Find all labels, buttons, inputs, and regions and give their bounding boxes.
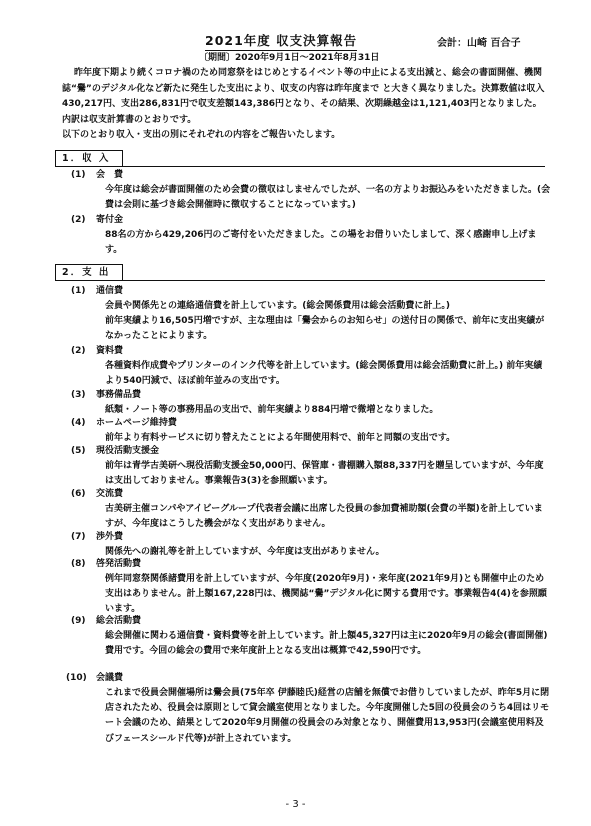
item-text: 関係先への謝礼等を計上していますが、今年度は支出がありません。 xyxy=(105,547,385,557)
item-title: 寄付金 xyxy=(96,215,124,225)
item-text: 前年は青学古美研へ現役活動支援金50,000円、保管庫・書棚購入額88,337円を贈呈していますが、今年度は支出しておりません。事業報告3(3)を参照願います。 xyxy=(105,461,544,487)
item-number: (8) xyxy=(71,559,86,569)
item-title: ホームページ維持費 xyxy=(96,418,177,428)
item-title: 通信費 xyxy=(96,286,124,296)
item-text: 総会開催に関わる通信費・資料費等を計上しています。計上額45,327円は主に2020年9月の総会(書面開催)費用です。今回の総会の費用で来年度計上となる支出は概算で42,590円です。 xyxy=(105,631,548,657)
income-item-donations xyxy=(71,213,551,258)
item-text: 今年度は総会が書面開催のため会費の徴収はしませんでしたが、一名の方よりお振込みをいただきました。(会費は会則に基づき総会開催時に徴収することになっています。) xyxy=(105,185,551,211)
report-title: 2021年度 収支決算報告 xyxy=(205,31,357,51)
item-number: (5) xyxy=(71,446,86,456)
item-title: 現役活動支援金 xyxy=(96,446,160,456)
item-number: (2) xyxy=(71,215,86,225)
item-number: (7) xyxy=(71,532,86,542)
item-number: (10) xyxy=(66,673,87,683)
treasurer-name: 会計：山崎 百合子 xyxy=(437,38,521,49)
item-text: 古美研主催コンパやアイビーグループ代表者会議に出席した役員の参加費補助額(会費の半額)を計上していますが、今年度はこうした機会がなく支出がありません。 xyxy=(105,504,543,530)
intro-text xyxy=(62,66,548,144)
report-period: 〔期間〕2020年9月1日～2021年8月31日 xyxy=(199,53,380,63)
item-text: 各種資料作成費やプリンターのインク代等を計上しています。(総会関係費用は総会活動費に計上。) 前年実績より540円減で、ほぼ前年並みの支出です。 xyxy=(105,361,543,387)
item-number: (1) xyxy=(71,170,86,180)
expense-item-office-supplies xyxy=(71,388,551,418)
section-divider xyxy=(55,280,545,281)
item-title: 事務備品費 xyxy=(96,390,142,400)
expense-item-general-meeting xyxy=(71,614,551,659)
expense-item-outreach xyxy=(71,557,551,618)
item-text: これまで役員会開催場所は鸒会員(75年卒 伊藤睦氏)経営の店舗を無償でお借りしていましたが、昨年5月に閉店されたため、役員会は原則として貸会議室使用となりました。今年度開催した5回の役員会のうち4回はリモート会議のため、結果として2020年9月開催の役員会のみ対象となり、開催費用13,953円(会議室使用料及びフェースシールド代等)が計上されています。 xyxy=(105,688,550,744)
item-number: (4) xyxy=(71,418,86,428)
item-text: 例年同窓祭関係諸費用を計上していますが、今年度(2020年9月)・来年度(2021年9月)とも開催中止のため支出はありません。計上額167,228円は、機関誌“鸒”デジタル化に関する費用です。事業報告4(4)を参照願います。 xyxy=(105,574,547,615)
item-number: (1) xyxy=(71,286,86,296)
section-divider xyxy=(55,166,545,167)
item-title: 交流費 xyxy=(96,489,124,499)
section-heading-income: 1．収 入 xyxy=(55,150,123,167)
item-number: (6) xyxy=(71,489,86,499)
page-number: - 3 - xyxy=(285,799,306,810)
item-text: 前年より有料サービスに切り替えたことによる年間使用料で、前年と同額の支出です。 xyxy=(105,433,456,443)
item-text: 前年実績より16,505円増ですが、主な理由は「鸒会からのお知らせ」の送付日の関係で、前年に支出実績がなかったことによります。 xyxy=(105,316,545,342)
section-heading-expense: 2．支 出 xyxy=(55,264,123,281)
expense-item-exchange xyxy=(71,487,551,532)
item-title: 会議費 xyxy=(96,673,124,683)
intro-paragraph: 以下のとおり収入・支出の別にそれぞれの内容をご報告いたします。 xyxy=(62,130,341,140)
item-number: (2) xyxy=(71,346,86,356)
item-text: 会員や関係先との連絡通信費を計上しています。(総会関係費用は総会活動費に計上。) xyxy=(105,301,451,311)
item-title: 資料費 xyxy=(96,346,124,356)
income-item-membership-fee xyxy=(71,168,551,213)
expense-item-communication xyxy=(71,284,551,345)
item-title: 渉外費 xyxy=(96,532,124,542)
item-title: 総会活動費 xyxy=(96,616,142,626)
expense-item-meetings xyxy=(66,671,551,747)
expense-item-student-support xyxy=(71,444,551,489)
item-number: (9) xyxy=(71,616,86,626)
expense-item-website xyxy=(71,416,551,446)
item-title: 啓発活動費 xyxy=(96,559,142,569)
item-text: 紙類・ノート等の事務用品の支出で、前年実績より884円増で微増となりました。 xyxy=(105,405,439,415)
expense-item-materials xyxy=(71,344,551,389)
intro-paragraph: 昨年度下期より続くコロナ禍のため同窓祭をはじめとするイベント等の中止による支出減と、総会の書面開催、機関誌“鸒”のデジタル化など新たに発生した支出により、収支の内容は昨年度まで と大きく異なりました。決算数値は収入430,217円、支出286,831円で収支差額143,386円となり、その結果、次期繰越金は1,121,403円となりました。内訳は収支計算書のとおりです。 xyxy=(62,68,545,125)
item-title: 会 費 xyxy=(96,170,124,180)
item-text: 88名の方から429,206円のご寄付をいただきました。この場をお借りいたしまして、深く感謝申し上げます。 xyxy=(105,230,537,256)
item-number: (3) xyxy=(71,390,86,400)
expense-item-external-relations xyxy=(71,530,551,560)
